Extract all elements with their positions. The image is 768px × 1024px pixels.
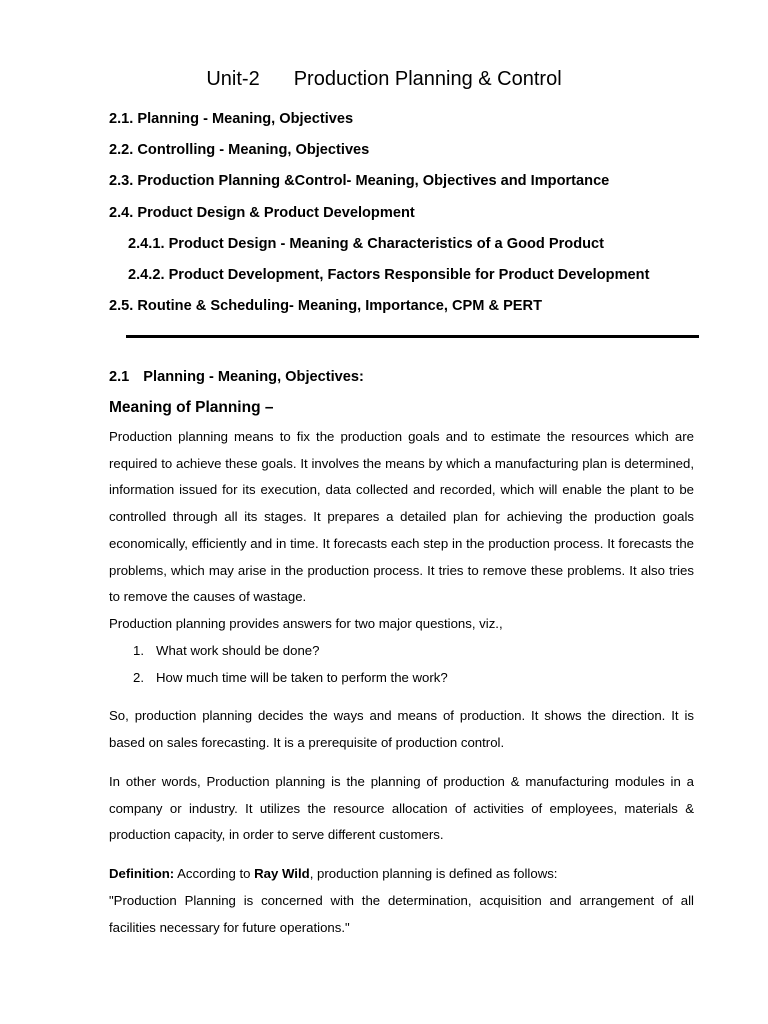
definition-pre: According to [174,866,255,881]
subheading-meaning-of-planning: Meaning of Planning – [109,399,274,416]
toc-item-2-5: 2.5. Routine & Scheduling- Meaning, Importance, CPM & PERT [109,298,542,314]
definition-label: Definition: [109,866,175,881]
horizontal-divider [126,335,699,338]
toc-item-2-1: 2.1. Planning - Meaning, Objectives [109,111,354,127]
definition-line [109,861,694,888]
toc-item-2-4-2: 2.4.2. Product Development, Factors Responsible for Product Development [128,267,650,283]
list-item [133,643,319,658]
section-heading [109,369,364,385]
definition-quote: "Production Planning is concerned with the determination, acquisition and arrangement of all facilities necessary for future operations." [109,893,694,935]
list-item [133,670,448,685]
unit-label: Unit-2 [206,68,260,90]
definition-post: , production planning is defined as follows: [309,866,558,881]
section-title: Planning - Meaning, Objectives: [143,369,364,385]
definition-author: Ray Wild [254,866,310,881]
list-item-text: What work should be done? [156,643,320,658]
paragraph-two-questions: Production planning provides answers for two major questions, viz., [109,616,503,631]
page-title [0,68,768,91]
list-item-text: How much time will be taken to perform the work? [156,670,448,685]
list-item-number: 2. [133,670,144,685]
paragraph-production-planning: Production planning means to fix the production goals and to estimate the resources which are required to achieve these goals. It involves the means by which a manufacturing plan is determined, information issued for its execution, data collected and recorded, which will enable the plant to be controlled through all its stages. It prepares a detailed plan for achieving the production goals economically, efficiently and in time. It forecasts each step in the production process. It forecasts the problems, which may arise in the production process. It tries to remove these problems. It also tries to remove the causes of wastage. [109,429,694,605]
title-text: Production Planning & Control [293,68,562,90]
toc-item-2-4: 2.4. Product Design & Product Development [109,205,415,221]
paragraph-ways-and-means: So, production planning decides the ways and means of production. It shows the direction. It is based on sales forecasting. It is a prerequisite of production control. [109,708,694,750]
paragraph-in-other-words: In other words, Production planning is the planning of production & manufacturing modules in a company or industry. It utilizes the resource allocation of activities of employees, materials & production capacity, in order to serve different customers. [109,774,694,843]
toc-item-2-2: 2.2. Controlling - Meaning, Objectives [109,142,370,158]
toc-item-2-4-1: 2.4.1. Product Design - Meaning & Characteristics of a Good Product [128,236,605,252]
section-number: 2.1 [109,369,130,385]
toc-item-2-3: 2.3. Production Planning &Control- Meaning, Objectives and Importance [109,173,610,189]
list-item-number: 1. [133,643,144,658]
